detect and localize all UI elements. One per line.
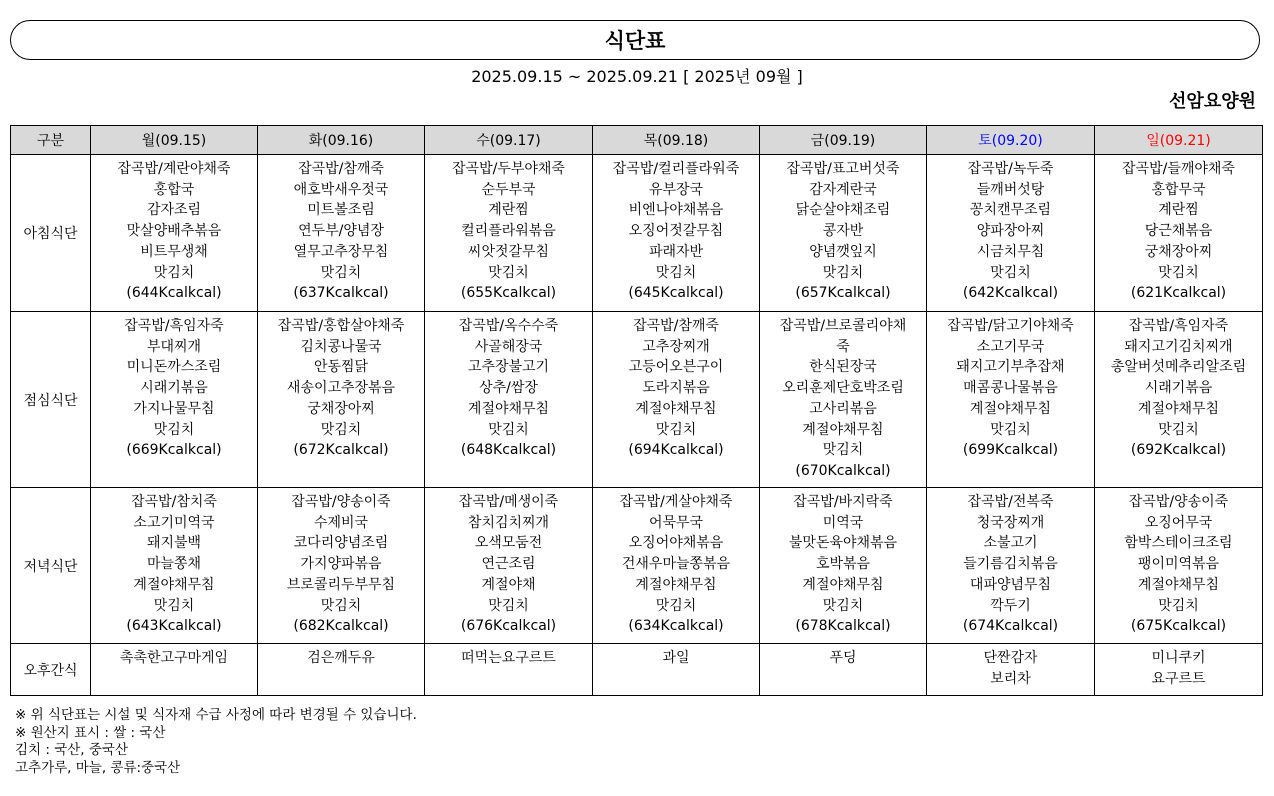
menu-item: 씨앗젓갈무침 <box>467 243 550 260</box>
menu-item: 계절야채 <box>481 576 536 593</box>
menu-item: (643Kcalkcal) <box>126 618 222 635</box>
day-header-sun: 일(09.21) <box>1095 126 1263 155</box>
menu-item: 건새우마늘쫑볶음 <box>621 556 731 573</box>
breakfast-cell-thu <box>593 155 760 312</box>
menu-item: 잡곡밥/참치죽 <box>131 494 217 510</box>
menu-item: 잡곡밥/옥수수죽 <box>458 318 559 334</box>
menu-item: (692Kcalkcal) <box>1130 442 1227 459</box>
day-header-mon: 월(09.15) <box>91 126 258 155</box>
menu-item: 잡곡밥/계란야채죽 <box>117 161 231 177</box>
menu-item: 잡곡밥/전복죽 <box>967 494 1054 510</box>
menu-item: 브로콜리두부무침 <box>286 576 396 593</box>
menu-item: 맛살양배추볶음 <box>126 223 222 240</box>
menu-item: 잡곡밥/흑임자죽 <box>124 318 224 334</box>
menu-item: 맛김치 <box>822 264 864 281</box>
menu-item: 맛김치 <box>1158 264 1199 281</box>
menu-item: 궁채장아찌 <box>1144 243 1213 260</box>
menu-item: (634Kcalkcal) <box>628 618 724 635</box>
menu-item: 연근조림 <box>481 556 536 573</box>
menu-item: 시래기볶음 <box>140 380 208 397</box>
dinner-cell-tue <box>258 488 425 644</box>
menu-item: 잡곡밥/양송이죽 <box>1128 494 1229 510</box>
snack-cell-fri <box>760 644 927 696</box>
menu-item: 계란찜 <box>1158 202 1199 219</box>
menu-item: 청국장찌개 <box>976 514 1045 531</box>
menu-item: 시금치무침 <box>976 243 1045 260</box>
breakfast-row <box>11 155 1263 312</box>
menu-item: 소불고기 <box>983 535 1038 552</box>
lunch-cell-mon <box>91 312 258 488</box>
menu-item: 잡곡밥/들깨야채죽 <box>1122 161 1235 177</box>
menu-item: 오징어무국 <box>1144 514 1213 531</box>
menu-item: 들기름김치볶음 <box>963 556 1058 573</box>
menu-item: (670Kcalkcal) <box>795 462 891 479</box>
note-change: ※ 위 식단표는 시설 및 식자재 수급 사정에 따라 변경될 수 있습니다. <box>15 707 417 723</box>
menu-item: 맛김치 <box>822 597 864 614</box>
menu-item: 잡곡밥/참깨죽 <box>633 318 719 334</box>
lunch-cell-fri <box>760 312 927 488</box>
menu-item: 꽁치캔무조림 <box>969 202 1052 219</box>
menu-item: 김치콩나물국 <box>300 338 382 355</box>
category-header: 구분 <box>11 126 91 155</box>
breakfast-cell-tue <box>258 155 425 312</box>
dinner-cell-wed <box>425 488 593 644</box>
breakfast-cell-wed <box>425 155 593 312</box>
menu-item: 매콤콩나물볶음 <box>963 380 1058 397</box>
menu-item: 맛김치 <box>488 264 529 281</box>
menu-item: 한식된장국 <box>809 359 877 376</box>
menu-item: 부대찌개 <box>146 338 202 355</box>
menu-item: 돼지고기김치찌개 <box>1124 338 1233 355</box>
menu-item: 소고기무국 <box>976 338 1045 355</box>
menu-item: (642Kcalkcal) <box>962 285 1059 302</box>
menu-item: 잡곡밥/표고버섯죽 <box>786 161 900 177</box>
menu-item: (675Kcalkcal) <box>1130 618 1227 635</box>
menu-item: 잡곡밥/두부야채죽 <box>452 161 565 177</box>
menu-item: 잡곡밥/녹두죽 <box>967 161 1054 177</box>
menu-item: 맛김치 <box>153 264 195 281</box>
menu-item: 계란찜 <box>488 202 529 219</box>
menu-item: 잡곡밥/게살야채죽 <box>619 494 733 510</box>
lunch-cell-tue <box>258 312 425 488</box>
snack-label: 오후간식 <box>11 644 91 696</box>
menu-item: 비트무생채 <box>140 243 208 260</box>
menu-item: 죽 <box>836 338 850 355</box>
menu-item: 대파양념무침 <box>969 576 1052 593</box>
menu-item: 팽이미역볶음 <box>1137 556 1220 573</box>
note-origin-kimchi: 김치 : 국산, 중국산 <box>15 742 129 758</box>
menu-item: 맛김치 <box>655 264 697 281</box>
menu-title-box <box>10 20 1260 60</box>
menu-item: 안동찜닭 <box>313 359 369 376</box>
menu-item: 참치김치찌개 <box>467 514 550 531</box>
menu-item: 맛김치 <box>153 597 195 614</box>
menu-item: 맛김치 <box>655 597 697 614</box>
menu-item: 도라지볶음 <box>642 380 710 397</box>
menu-item: 애호박새우젓국 <box>293 181 389 198</box>
breakfast-cell-fri <box>760 155 927 312</box>
menu-item: 시래기볶음 <box>1144 380 1213 397</box>
menu-item: 양념깻잎지 <box>809 243 877 260</box>
menu-item: 마늘쫑채 <box>146 556 202 573</box>
snack-row <box>11 644 1263 696</box>
menu-item: 닭순살야채조림 <box>795 202 891 219</box>
menu-item: 총알버섯메추리알조림 <box>1110 359 1247 376</box>
menu-item: 계절야채무침 <box>635 400 717 417</box>
menu-item: 양파장아찌 <box>976 223 1045 240</box>
menu-item: 돼지고기부추잡채 <box>956 359 1065 376</box>
breakfast-label: 아침식단 <box>11 155 91 312</box>
menu-item: 미니쿠키 <box>1151 650 1206 666</box>
menu-item: (669Kcalkcal) <box>126 442 222 459</box>
page-title: 식단표 <box>604 29 666 53</box>
menu-period: 2025.09.15 ~ 2025.09.21 [ 2025년 09월 ] <box>471 67 803 86</box>
menu-item: 홍합무국 <box>1151 181 1206 198</box>
menu-item: 들깨버섯탕 <box>976 181 1045 198</box>
menu-item: 계절야채무침 <box>969 400 1052 417</box>
menu-item: 감자조림 <box>146 202 202 219</box>
menu-item: 촉촉한고구마게임 <box>119 650 229 666</box>
dinner-cell-sat <box>927 488 1095 644</box>
menu-item: (682Kcalkcal) <box>293 618 389 635</box>
notes <box>15 707 417 777</box>
menu-item: 오색모둠전 <box>474 535 543 552</box>
menu-item: 맛김치 <box>153 421 195 438</box>
menu-item: (699Kcalkcal) <box>962 442 1059 459</box>
menu-item: 고추장불고기 <box>467 359 550 376</box>
menu-item: 비엔나야채볶음 <box>628 202 724 219</box>
breakfast-cell-mon <box>91 155 258 312</box>
menu-item: (657Kcalkcal) <box>795 285 891 302</box>
menu-item: 보리차 <box>990 670 1031 687</box>
menu-item: 계절야채무침 <box>802 421 884 438</box>
menu-item: 잡곡밥/참깨죽 <box>298 161 384 177</box>
menu-item: 맛김치 <box>1158 421 1199 438</box>
menu-item: 계절야채무침 <box>1137 576 1220 593</box>
menu-item: 맛김치 <box>488 421 529 438</box>
menu-item: 사골해장국 <box>474 338 543 355</box>
menu-item: 열무고추장무침 <box>293 243 389 260</box>
dinner-label: 저녁식단 <box>11 488 91 644</box>
menu-item: 잡곡밥/홍합살야채죽 <box>277 318 405 334</box>
lunch-cell-wed <box>425 312 593 488</box>
menu-item: 콩자반 <box>822 223 864 240</box>
weekly-menu-table <box>10 125 1263 696</box>
snack-cell-thu <box>593 644 760 696</box>
menu-item: 맛김치 <box>655 421 697 438</box>
menu-item: 깍두기 <box>990 597 1031 614</box>
menu-item: 맛김치 <box>990 421 1031 438</box>
menu-item: 당근채볶음 <box>1144 223 1213 240</box>
menu-item: 감자계란국 <box>809 181 877 198</box>
menu-item: 요구르트 <box>1151 670 1206 687</box>
menu-item: 푸딩 <box>829 650 857 666</box>
menu-item: 가지나물무침 <box>133 400 215 417</box>
menu-item: 파래자반 <box>648 243 704 260</box>
menu-item: 유부장국 <box>648 181 704 198</box>
menu-item: 불맛돈육야채볶음 <box>788 535 898 552</box>
menu-item: 잡곡밥/양송이죽 <box>291 494 391 510</box>
snack-cell-mon <box>91 644 258 696</box>
day-header-sat: 토(09.20) <box>927 126 1095 155</box>
menu-item: (644Kcalkcal) <box>126 285 222 302</box>
day-header-fri: 금(09.19) <box>760 126 927 155</box>
day-header-wed: 수(09.17) <box>425 126 593 155</box>
day-header-tue: 화(09.16) <box>258 126 425 155</box>
breakfast-cell-sun <box>1095 155 1263 312</box>
menu-item: 오징어야채볶음 <box>628 535 724 552</box>
menu-item: 단짠감자 <box>983 650 1038 666</box>
menu-item: 고등어오븐구이 <box>628 359 724 376</box>
dinner-row <box>11 488 1263 644</box>
menu-item: 계절야채무침 <box>133 576 215 593</box>
menu-item: 어묵무국 <box>648 514 704 531</box>
note-origin-rice: ※ 원산지 표시 : 쌀 : 국산 <box>15 724 166 741</box>
menu-item: (655Kcalkcal) <box>460 285 557 302</box>
dinner-cell-fri <box>760 488 927 644</box>
menu-item: 잡곡밥/브로콜리야채 <box>779 318 907 334</box>
snack-cell-tue <box>258 644 425 696</box>
menu-item: 함박스테이크조림 <box>1124 535 1233 552</box>
menu-item: 맛김치 <box>990 264 1031 281</box>
facility-name: 선암요양원 <box>1169 91 1256 112</box>
snack-cell-sun <box>1095 644 1263 696</box>
day-header-thu: 목(09.18) <box>593 126 760 155</box>
snack-cell-sat <box>927 644 1095 696</box>
lunch-cell-thu <box>593 312 760 488</box>
menu-item: 순두부국 <box>481 181 536 198</box>
menu-item: 미니돈까스조림 <box>126 359 222 376</box>
menu-item: (694Kcalkcal) <box>628 442 724 459</box>
menu-item: 맛김치 <box>320 264 362 281</box>
menu-item: 궁채장아찌 <box>307 400 375 417</box>
menu-item: 호박볶음 <box>815 556 871 573</box>
menu-item: (672Kcalkcal) <box>293 442 389 459</box>
menu-item: (676Kcalkcal) <box>460 618 557 635</box>
menu-item: 돼지불백 <box>146 535 202 552</box>
breakfast-cell-sat <box>927 155 1095 312</box>
menu-item: (678Kcalkcal) <box>795 618 891 635</box>
menu-item: 계절야채무침 <box>467 400 550 417</box>
menu-item: (674Kcalkcal) <box>962 618 1059 635</box>
menu-item: 맛김치 <box>320 597 362 614</box>
menu-item: 소고기미역국 <box>133 514 215 531</box>
menu-item: 미역국 <box>822 514 864 531</box>
menu-item: 연두부/양념장 <box>298 223 384 240</box>
menu-item: (621Kcalkcal) <box>1130 285 1227 302</box>
menu-item: 고사리볶음 <box>809 400 877 417</box>
dinner-cell-mon <box>91 488 258 644</box>
menu-item: 검은깨두유 <box>307 650 375 666</box>
menu-item: 가지양파볶음 <box>300 556 382 573</box>
lunch-row <box>11 312 1263 488</box>
dinner-cell-thu <box>593 488 760 644</box>
menu-item: 계절야채무침 <box>802 576 884 593</box>
note-origin-spices: 고추가루, 마늘, 콩류:중국산 <box>15 759 181 776</box>
snack-cell-wed <box>425 644 593 696</box>
menu-item: 맛김치 <box>488 597 529 614</box>
menu-item: 수제비국 <box>313 514 369 531</box>
menu-item: (648Kcalkcal) <box>460 442 557 459</box>
menu-item: 떠먹는요구르트 <box>461 650 556 666</box>
menu-item: 미트볼조림 <box>307 202 375 219</box>
dinner-cell-sun <box>1095 488 1263 644</box>
menu-item: 잡곡밥/닭고기야채죽 <box>947 318 1074 334</box>
menu-item: 상추/쌈장 <box>479 380 538 397</box>
menu-item: 과일 <box>662 650 690 666</box>
menu-item: 계절야채무침 <box>1137 400 1220 417</box>
header-row <box>11 126 1263 155</box>
menu-item: 홍합국 <box>153 181 195 198</box>
menu-item: 오징어젓갈무침 <box>628 223 724 240</box>
menu-item: 잡곡밥/바지락죽 <box>793 494 893 510</box>
menu-item: 맛김치 <box>822 442 864 459</box>
menu-item: 맛김치 <box>1158 597 1199 614</box>
menu-item: 오리훈제단호박조림 <box>782 380 904 397</box>
lunch-cell-sat <box>927 312 1095 488</box>
menu-item: (637Kcalkcal) <box>293 285 389 302</box>
menu-item: (645Kcalkcal) <box>628 285 724 302</box>
menu-item: 고추장찌개 <box>642 338 710 355</box>
menu-item: 코다리양념조림 <box>293 535 389 552</box>
menu-item: 잡곡밥/메생이죽 <box>458 494 559 510</box>
menu-item: 계절야채무침 <box>635 576 717 593</box>
menu-item: 맛김치 <box>320 421 362 438</box>
lunch-label: 점심식단 <box>11 312 91 488</box>
menu-item: 잡곡밥/컬리플라워죽 <box>612 161 740 177</box>
menu-item: 새송이고추장볶음 <box>286 380 396 397</box>
menu-item: 컬리플라워볶음 <box>461 223 556 240</box>
lunch-cell-sun <box>1095 312 1263 488</box>
menu-item: 잡곡밥/흑임자죽 <box>1128 318 1229 334</box>
